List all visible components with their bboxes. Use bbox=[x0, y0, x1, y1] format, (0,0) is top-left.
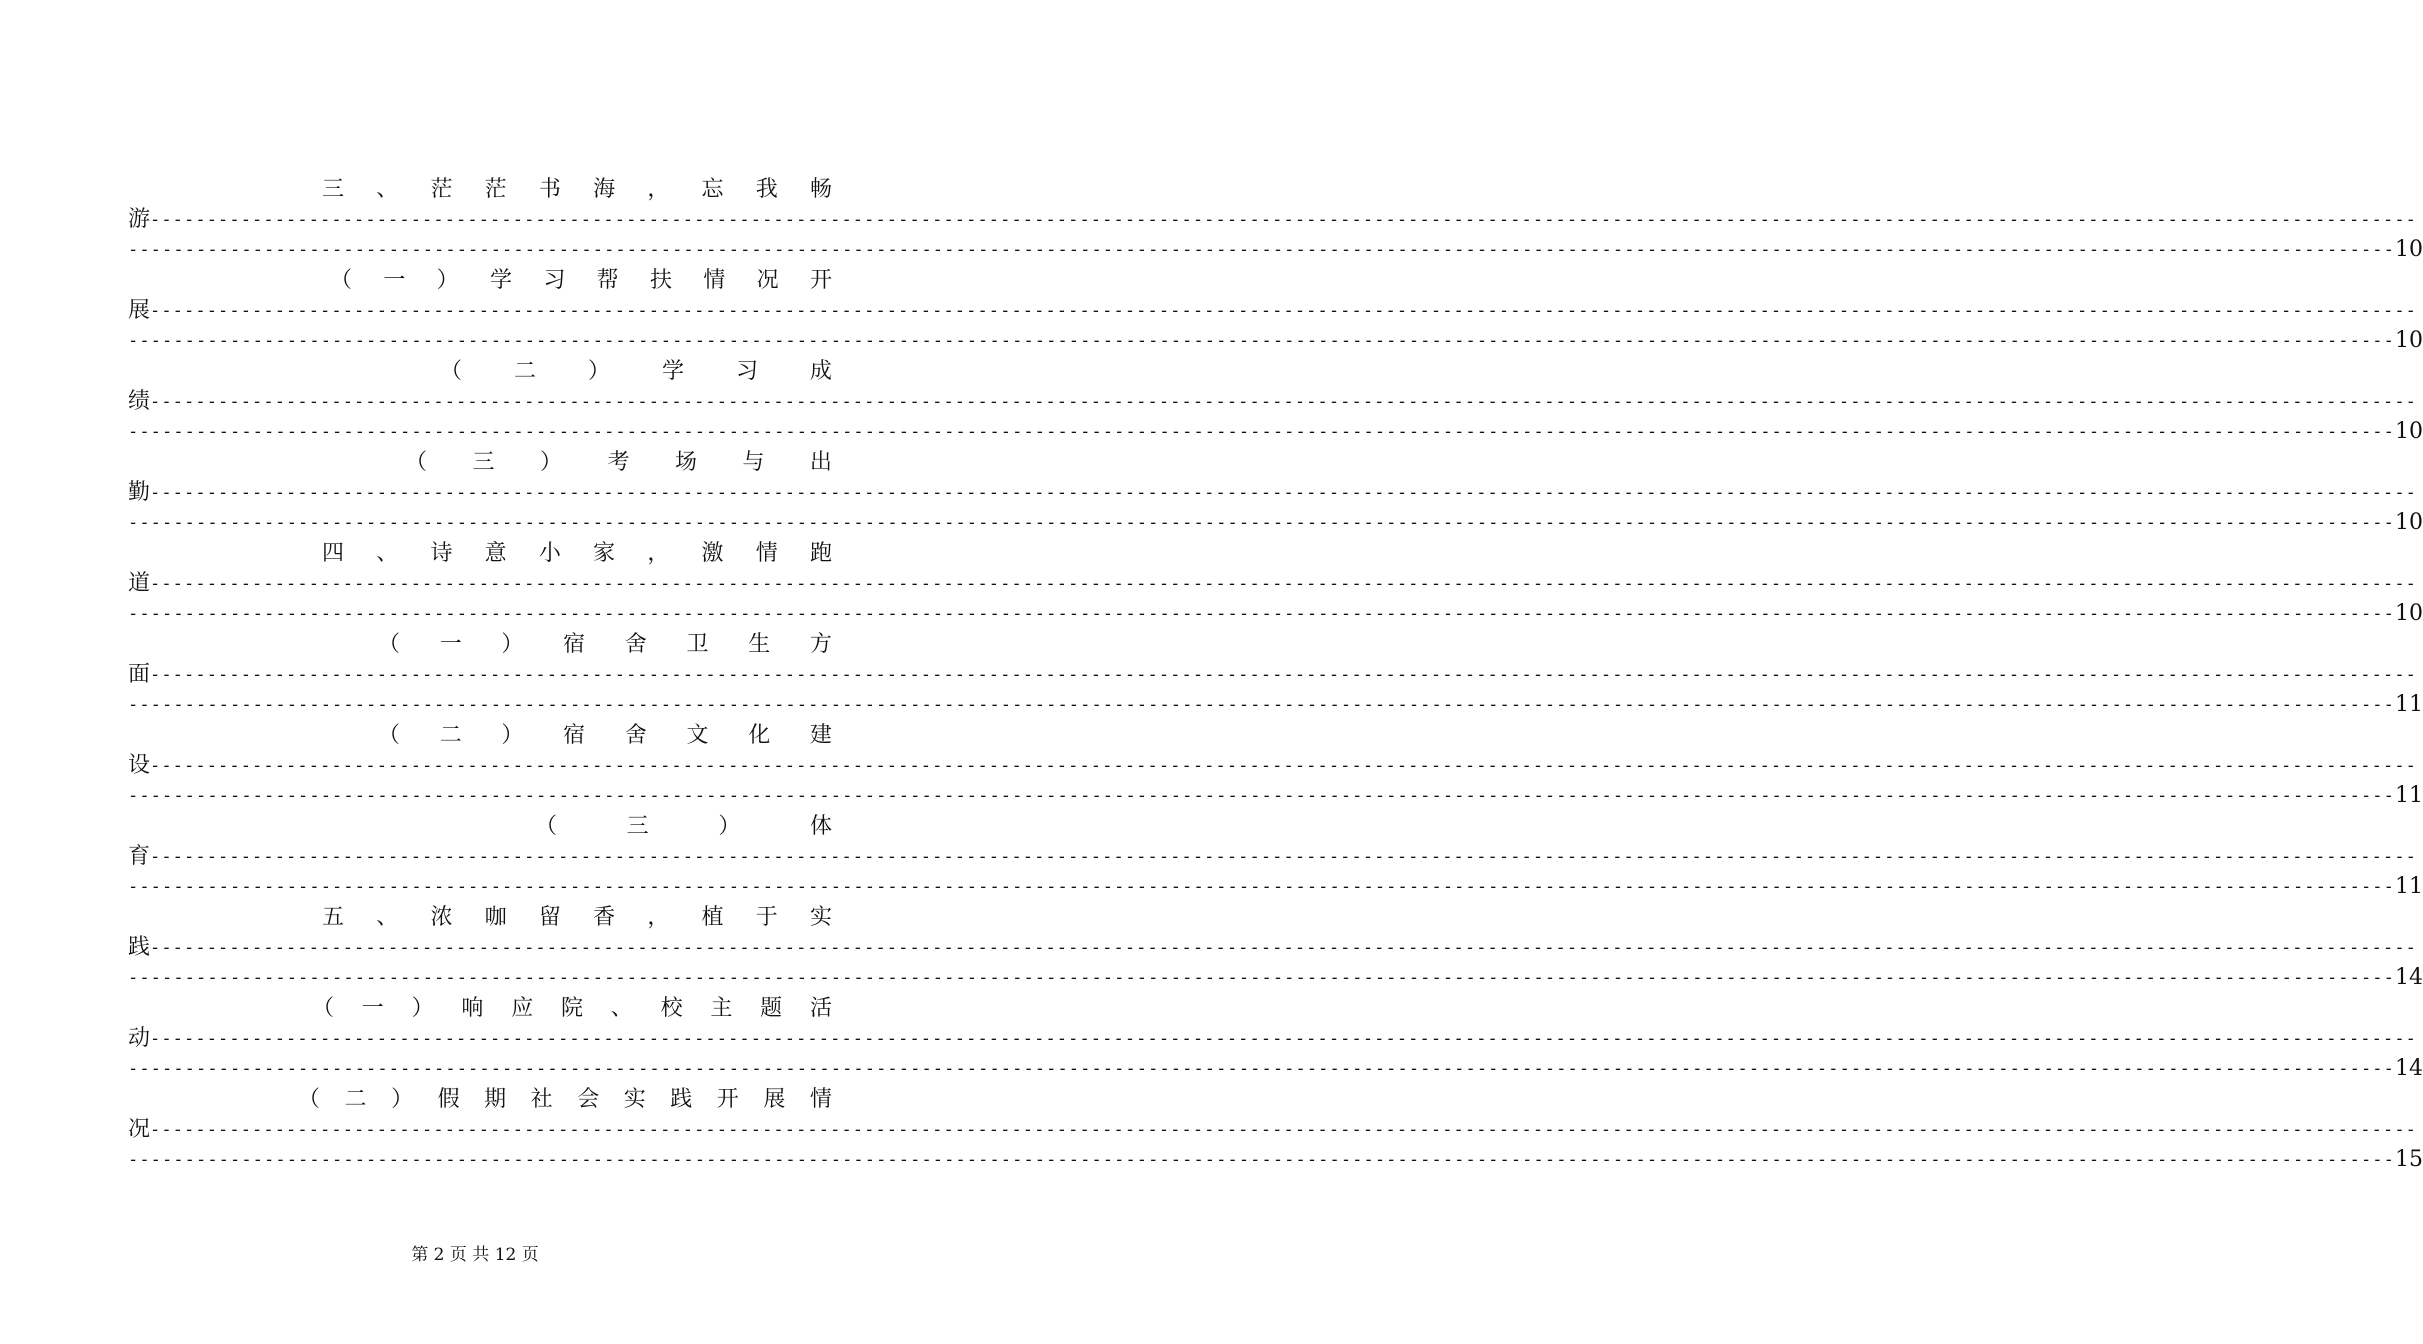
title-char: 咖 bbox=[484, 905, 507, 930]
leader-dashes: -------------------------------------------------------------------------------------------------------------------------------------------------------------------------------------------------------- bbox=[150, 301, 2417, 321]
title-char: 成 bbox=[809, 359, 832, 384]
title-char: 茫 bbox=[430, 177, 453, 202]
title-char: 化 bbox=[748, 723, 771, 748]
title-char: 家 bbox=[593, 541, 616, 566]
title-char: 情 bbox=[755, 541, 778, 566]
leader-dashes: -------------------------------------------------------------------------------------------------------------------------------------------------------------------------------------------------------- bbox=[128, 877, 2395, 897]
title-char: 习 bbox=[543, 268, 566, 293]
title-char: （ bbox=[312, 996, 335, 1021]
title-char: （ bbox=[378, 632, 401, 657]
title-char: 出 bbox=[809, 450, 832, 475]
title-char: 校 bbox=[660, 996, 683, 1021]
toc-entry-title bbox=[440, 357, 832, 387]
toc-page-number: 10 bbox=[2394, 510, 2423, 535]
title-char: 与 bbox=[742, 450, 765, 475]
title-char: 激 bbox=[701, 541, 724, 566]
leader-dashes: -------------------------------------------------------------------------------------------------------------------------------------------------------------------------------------------------------- bbox=[150, 756, 2417, 776]
leader-dashes: -------------------------------------------------------------------------------------------------------------------------------------------------------------------------------------------------------- bbox=[128, 786, 2395, 806]
title-char: 实 bbox=[623, 1087, 646, 1112]
leader-dashes: -------------------------------------------------------------------------------------------------------------------------------------------------------------------------------------------------------- bbox=[128, 968, 2395, 988]
title-char: ） bbox=[501, 632, 524, 657]
title-char: 三 bbox=[322, 177, 345, 202]
leader-dashes: -------------------------------------------------------------------------------------------------------------------------------------------------------------------------------------------------------- bbox=[128, 1150, 2395, 1170]
toc-entry[interactable] bbox=[128, 539, 2423, 629]
title-last-char: 面 bbox=[128, 662, 151, 687]
toc-entry-title bbox=[378, 721, 832, 751]
title-char: 情 bbox=[703, 268, 726, 293]
title-char: ） bbox=[391, 1087, 414, 1112]
title-char: 响 bbox=[461, 996, 484, 1021]
title-char: 践 bbox=[670, 1087, 693, 1112]
title-char: 学 bbox=[661, 359, 684, 384]
toc-page-number: 11 bbox=[2394, 783, 2423, 808]
title-char: 书 bbox=[538, 177, 561, 202]
title-char: 二 bbox=[513, 359, 536, 384]
title-char: 建 bbox=[809, 723, 832, 748]
title-last-char: 展 bbox=[128, 298, 151, 323]
title-char: 假 bbox=[437, 1087, 460, 1112]
title-char: （ bbox=[378, 723, 401, 748]
title-char: ， bbox=[647, 541, 670, 566]
title-char: 我 bbox=[755, 177, 778, 202]
title-char: 二 bbox=[439, 723, 462, 748]
toc-entry[interactable] bbox=[128, 994, 2423, 1084]
title-char: 方 bbox=[809, 632, 832, 657]
title-char: ， bbox=[647, 905, 670, 930]
leader-dashes: -------------------------------------------------------------------------------------------------------------------------------------------------------------------------------------------------------- bbox=[150, 483, 2417, 503]
page-footer: 第 2 页 共 12 页 bbox=[411, 1245, 539, 1265]
title-last-char: 设 bbox=[128, 753, 151, 778]
title-char: ） bbox=[501, 723, 524, 748]
title-char: 实 bbox=[809, 905, 832, 930]
leader-dashes: -------------------------------------------------------------------------------------------------------------------------------------------------------------------------------------------------------- bbox=[150, 665, 2417, 685]
leader-dashes: -------------------------------------------------------------------------------------------------------------------------------------------------------------------------------------------------------- bbox=[150, 847, 2417, 867]
toc-entry[interactable] bbox=[128, 903, 2423, 993]
toc-entry[interactable] bbox=[128, 175, 2423, 265]
title-char: 、 bbox=[376, 905, 399, 930]
leader-dashes: -------------------------------------------------------------------------------------------------------------------------------------------------------------------------------------------------------- bbox=[128, 513, 2395, 533]
title-char: 、 bbox=[610, 996, 633, 1021]
leader-dashes: -------------------------------------------------------------------------------------------------------------------------------------------------------------------------------------------------------- bbox=[128, 331, 2395, 351]
title-char: 、 bbox=[376, 541, 399, 566]
title-char: 文 bbox=[686, 723, 709, 748]
toc-page-number: 10 bbox=[2394, 237, 2423, 262]
title-char: （ bbox=[440, 359, 463, 384]
title-char: 展 bbox=[763, 1087, 786, 1112]
toc-page-number: 11 bbox=[2394, 692, 2423, 717]
title-char: 茫 bbox=[484, 177, 507, 202]
toc-page-number: 11 bbox=[2394, 874, 2423, 899]
title-char: 宿 bbox=[563, 723, 586, 748]
title-char: 卫 bbox=[686, 632, 709, 657]
toc-entry[interactable] bbox=[128, 357, 2423, 447]
title-char: 意 bbox=[484, 541, 507, 566]
title-char: 社 bbox=[530, 1087, 553, 1112]
title-last-char: 勤 bbox=[128, 480, 151, 505]
leader-dashes: -------------------------------------------------------------------------------------------------------------------------------------------------------------------------------------------------------- bbox=[150, 938, 2417, 958]
title-char: 浓 bbox=[430, 905, 453, 930]
leader-dashes: -------------------------------------------------------------------------------------------------------------------------------------------------------------------------------------------------------- bbox=[150, 1120, 2417, 1140]
title-last-char: 动 bbox=[128, 1026, 151, 1051]
title-char: 习 bbox=[735, 359, 758, 384]
title-char: 体 bbox=[809, 814, 832, 839]
title-char: ） bbox=[587, 359, 610, 384]
toc-page-number: 10 bbox=[2394, 419, 2423, 444]
title-char: 香 bbox=[593, 905, 616, 930]
title-char: （ bbox=[535, 814, 558, 839]
leader-dashes: -------------------------------------------------------------------------------------------------------------------------------------------------------------------------------------------------------- bbox=[128, 240, 2395, 260]
toc-entry-title bbox=[298, 1085, 832, 1115]
title-char: 五 bbox=[322, 905, 345, 930]
leader-dashes: -------------------------------------------------------------------------------------------------------------------------------------------------------------------------------------------------------- bbox=[150, 210, 2417, 230]
toc-entry-title bbox=[322, 539, 832, 569]
toc-entry-title bbox=[322, 175, 832, 205]
title-char: 一 bbox=[361, 996, 384, 1021]
title-char: 、 bbox=[376, 177, 399, 202]
title-char: 跑 bbox=[809, 541, 832, 566]
title-char: 会 bbox=[577, 1087, 600, 1112]
leader-dashes: -------------------------------------------------------------------------------------------------------------------------------------------------------------------------------------------------------- bbox=[128, 604, 2395, 624]
title-char: 诗 bbox=[430, 541, 453, 566]
title-char: 宿 bbox=[563, 632, 586, 657]
title-char: 三 bbox=[472, 450, 495, 475]
title-char: 学 bbox=[489, 268, 512, 293]
title-char: 舍 bbox=[624, 632, 647, 657]
title-char: 一 bbox=[439, 632, 462, 657]
title-char: 植 bbox=[701, 905, 724, 930]
toc-page-number: 14 bbox=[2394, 1056, 2423, 1081]
title-char: 小 bbox=[538, 541, 561, 566]
toc-entry-title bbox=[405, 448, 832, 478]
toc-entry[interactable] bbox=[128, 630, 2423, 720]
toc-entry-title bbox=[378, 630, 832, 660]
title-char: 一 bbox=[383, 268, 406, 293]
title-char: 二 bbox=[344, 1087, 367, 1112]
title-char: 舍 bbox=[624, 723, 647, 748]
title-char: ） bbox=[411, 996, 434, 1021]
title-char: ） bbox=[436, 268, 459, 293]
title-char: （ bbox=[405, 450, 428, 475]
title-char: 留 bbox=[538, 905, 561, 930]
title-last-char: 道 bbox=[128, 571, 151, 596]
toc-entry-title bbox=[535, 812, 832, 842]
toc-page-number: 15 bbox=[2394, 1147, 2423, 1172]
title-char: 开 bbox=[809, 268, 832, 293]
title-char: 活 bbox=[809, 996, 832, 1021]
title-char: 考 bbox=[607, 450, 630, 475]
leader-dashes: -------------------------------------------------------------------------------------------------------------------------------------------------------------------------------------------------------- bbox=[150, 392, 2417, 412]
toc-entry[interactable] bbox=[128, 812, 2423, 902]
title-char: 四 bbox=[322, 541, 345, 566]
toc-page-number: 10 bbox=[2394, 328, 2423, 353]
title-char: 开 bbox=[716, 1087, 739, 1112]
title-char: （ bbox=[298, 1087, 321, 1112]
title-char: （ bbox=[330, 268, 353, 293]
toc-entry-title bbox=[330, 266, 832, 296]
title-last-char: 践 bbox=[128, 935, 151, 960]
title-last-char: 况 bbox=[128, 1117, 151, 1142]
toc-page-number: 14 bbox=[2394, 965, 2423, 990]
title-char: 生 bbox=[748, 632, 771, 657]
title-char: 场 bbox=[674, 450, 697, 475]
title-char: 忘 bbox=[701, 177, 724, 202]
leader-dashes: -------------------------------------------------------------------------------------------------------------------------------------------------------------------------------------------------------- bbox=[150, 1029, 2417, 1049]
leader-dashes: -------------------------------------------------------------------------------------------------------------------------------------------------------------------------------------------------------- bbox=[150, 574, 2417, 594]
leader-dashes: -------------------------------------------------------------------------------------------------------------------------------------------------------------------------------------------------------- bbox=[128, 1059, 2395, 1079]
leader-dashes: -------------------------------------------------------------------------------------------------------------------------------------------------------------------------------------------------------- bbox=[128, 422, 2395, 442]
title-char: 院 bbox=[560, 996, 583, 1021]
title-char: ） bbox=[539, 450, 562, 475]
leader-dashes: -------------------------------------------------------------------------------------------------------------------------------------------------------------------------------------------------------- bbox=[128, 695, 2395, 715]
title-char: 畅 bbox=[809, 177, 832, 202]
title-char: ） bbox=[718, 814, 741, 839]
toc-entry-title bbox=[312, 994, 832, 1024]
title-char: 三 bbox=[626, 814, 649, 839]
title-last-char: 育 bbox=[128, 844, 151, 869]
title-last-char: 绩 bbox=[128, 389, 151, 414]
title-char: ， bbox=[647, 177, 670, 202]
toc-page-number: 10 bbox=[2394, 601, 2423, 626]
title-char: 情 bbox=[809, 1087, 832, 1112]
toc-entry[interactable] bbox=[128, 1085, 2423, 1175]
title-char: 题 bbox=[760, 996, 783, 1021]
title-char: 于 bbox=[755, 905, 778, 930]
toc-entry[interactable] bbox=[128, 448, 2423, 538]
title-char: 期 bbox=[484, 1087, 507, 1112]
title-char: 应 bbox=[511, 996, 534, 1021]
title-char: 海 bbox=[593, 177, 616, 202]
title-char: 主 bbox=[710, 996, 733, 1021]
title-char: 扶 bbox=[649, 268, 672, 293]
title-char: 况 bbox=[756, 268, 779, 293]
title-last-char: 游 bbox=[128, 207, 151, 232]
title-char: 帮 bbox=[596, 268, 619, 293]
toc-entry[interactable] bbox=[128, 721, 2423, 811]
toc-entry-title bbox=[322, 903, 832, 933]
toc-entry[interactable] bbox=[128, 266, 2423, 356]
